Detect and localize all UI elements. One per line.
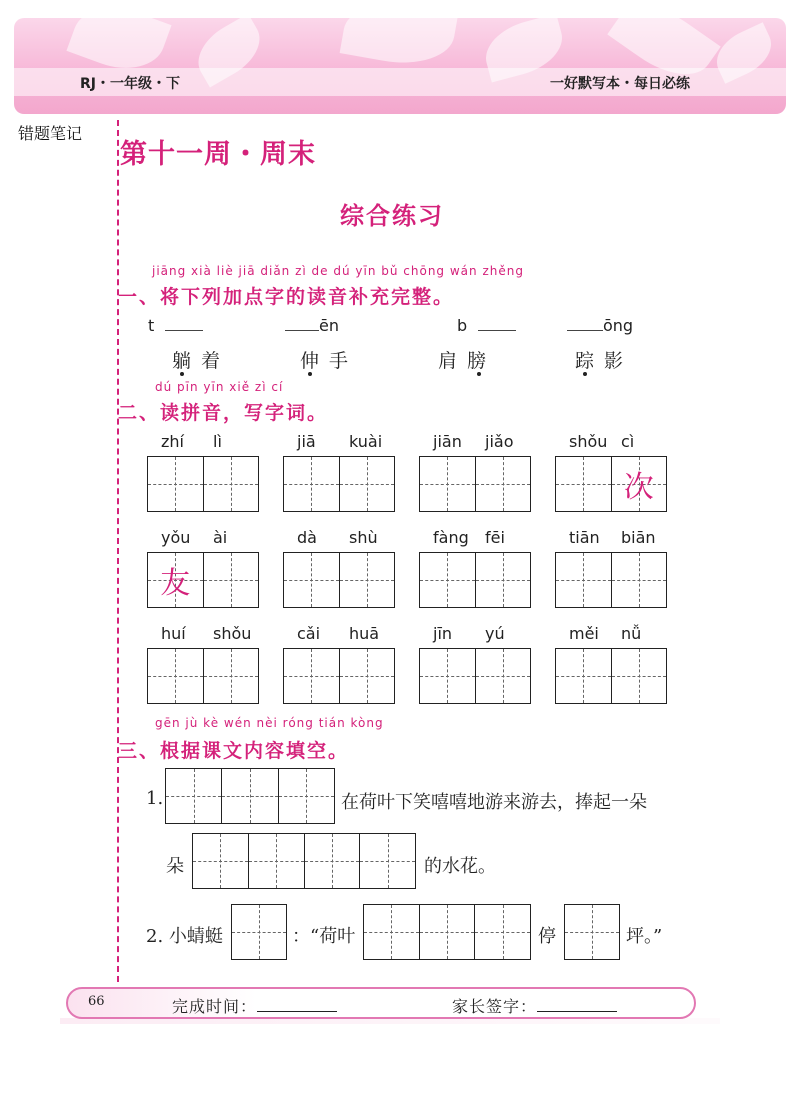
q3-s2-text-pre: 2. 小蜻蜓 [146,926,223,947]
writing-cell[interactable] [556,649,611,703]
q2-pinyin-1: měi [569,624,599,643]
writing-cell[interactable] [148,553,203,607]
q2-pinyin-1: jiā [297,432,316,451]
answer-line[interactable] [567,316,603,331]
handwritten-answer [612,649,667,703]
writing-cell[interactable] [203,649,259,703]
q2-answer-grid[interactable] [283,648,395,704]
q3-s2-answer-box-1[interactable] [231,904,287,960]
writing-cell[interactable] [475,649,531,703]
completion-time-label: 完成时间： [172,997,258,1016]
writing-cell[interactable] [203,553,259,607]
handwritten-answer [148,457,203,511]
handwritten-answer [476,649,531,703]
handwritten-answer [284,649,339,703]
handwritten-answer [204,553,259,607]
handwritten-answer [284,553,339,607]
writing-cell[interactable] [475,553,531,607]
q2-answer-grid[interactable] [419,552,531,608]
writing-cell[interactable] [284,457,339,511]
writing-cell[interactable] [611,553,667,607]
q3-s2-answer-box-2[interactable] [363,904,531,960]
writing-cell[interactable] [339,649,395,703]
writing-cell[interactable] [284,649,339,703]
header-banner [14,18,786,114]
week-title: 第十一周・周末 [120,139,316,170]
grade-label: RJ・一年级・下 [80,76,180,92]
q1-blank-2[interactable] [285,316,339,335]
handwritten-answer [612,553,667,607]
q2-pinyin-1: zhí [161,432,184,451]
q3-s1-answer-box-1[interactable] [165,768,335,824]
answer-line[interactable] [165,316,203,331]
blank-prefix: b [457,316,468,335]
answer-line[interactable] [285,316,319,331]
q2-pinyin-2: kuài [349,432,383,451]
q2-pinyin-2: nǚ [621,624,642,643]
q2-pinyin-2: biān [621,528,656,547]
q2-pinyin-2: fēi [485,528,505,547]
q2-answer-grid[interactable] [283,456,395,512]
q2-pinyin-2: shǒu [213,624,252,643]
q3-s1-text-a: 在荷叶下笑嘻嘻地游来游去，捧起一朵 [341,792,647,813]
writing-cell[interactable] [556,457,611,511]
q3-s1-text-b-post: 的水花。 [424,856,496,877]
q1-blank-1[interactable] [148,316,203,335]
handwritten-answer [420,553,475,607]
q2-pinyin-1: jīn [433,624,453,643]
q2-pinyin-2: yú [485,624,505,643]
writing-cell[interactable] [420,649,475,703]
q2-pinyin-1: yǒu [161,528,191,547]
q2-answer-grid[interactable] [147,456,259,512]
book-label: 一好默写本・每日必练 [550,76,690,92]
q2-pinyin-2: cì [621,432,635,451]
handwritten-answer [476,553,531,607]
parent-signature-label: 家长签字： [452,997,538,1016]
margin-dashed-line [117,120,119,982]
q2-pinyin-1: cǎi [297,624,321,643]
q2-answer-grid[interactable] [419,456,531,512]
handwritten-answer [204,457,259,511]
handwritten-answer [556,553,611,607]
parent-signature-field[interactable] [452,994,617,1017]
q2-pinyin-1: jiān [433,432,462,451]
handwritten-answer [148,649,203,703]
q2-pinyin-1: huí [161,624,186,643]
handwritten-answer [340,457,395,511]
q3-s2-text-post: 坪。” [626,926,663,947]
writing-cell[interactable] [284,553,339,607]
q3-s1-answer-box-2[interactable] [192,833,416,889]
emphasis-dot [583,372,587,376]
emphasis-dot [477,372,481,376]
q3-s2-text-mid1: ：“荷叶 [292,926,356,947]
q2-pinyin-1: tiān [569,528,600,547]
handwritten-answer [476,457,531,511]
q2-answer-grid[interactable] [147,648,259,704]
page-number: 66 [88,994,105,1009]
blank-suffix: ēn [319,316,339,335]
writing-cell[interactable] [339,457,395,511]
petal-decoration [340,18,459,72]
emphasis-dot [180,372,184,376]
q2-pinyin-2: ài [213,528,228,547]
parent-signature-line[interactable] [537,997,617,1012]
q2-pinyin-2: lì [213,432,222,451]
q2-pinyin-1: dà [297,528,317,547]
completion-time-line[interactable] [257,997,337,1012]
q3-s2-text-mid2: 停 [538,926,556,947]
q2-pinyin-2: jiǎo [485,432,514,451]
writing-cell[interactable] [611,457,667,511]
emphasis-dot [308,372,312,376]
handwritten-answer [556,649,611,703]
handwritten-answer: 友 [160,566,191,601]
q2-answer-grid[interactable] [555,552,667,608]
q1-word-3: 肩膀 [438,350,497,372]
writing-cell[interactable] [339,553,395,607]
q2-answer-grid[interactable] [555,648,667,704]
q3-s1-number: 1. [146,788,164,809]
handwritten-answer [556,457,611,511]
blank-prefix: t [148,316,155,335]
writing-cell[interactable] [148,649,203,703]
writing-cell[interactable] [611,649,667,703]
q2-title: 二、读拼音，写字词。 [118,402,329,424]
q3-s1-text-b-pre: 朵 [166,856,184,877]
handwritten-answer [420,649,475,703]
writing-cell[interactable] [203,457,259,511]
q3-title: 三、根据课文内容填空。 [118,740,350,762]
q3-pinyin: gēn jù kè wén nèi róng tián kòng [155,716,384,730]
q2-pinyin: dú pīn yīn xiě zì cí [155,380,284,394]
q1-word-4: 踪影 [575,350,634,372]
q1-blank-4[interactable] [567,316,633,335]
q1-pinyin: jiāng xià liè jiā diǎn zì de dú yīn bǔ chōng wán zhěng [152,264,524,278]
writing-cell[interactable] [420,553,475,607]
handwritten-answer [340,553,395,607]
handwritten-answer [420,457,475,511]
q2-pinyin-1: shǒu [569,432,608,451]
handwritten-answer [284,457,339,511]
q3-s2-answer-box-3[interactable] [564,904,620,960]
q2-pinyin-2: huā [349,624,380,643]
q1-title: 一、将下列加点字的读音补充完整。 [118,286,455,308]
q1-blank-3[interactable] [457,316,516,335]
section-title: 综合练习 [340,202,444,230]
mistake-notes-label: 错题笔记 [18,124,83,143]
writing-cell[interactable] [148,457,203,511]
completion-time-field[interactable] [172,994,337,1017]
q2-answer-grid[interactable] [147,552,259,608]
q2-answer-grid[interactable] [283,552,395,608]
answer-line[interactable] [478,316,516,331]
writing-cell[interactable] [556,553,611,607]
blank-suffix: ōng [603,316,634,335]
writing-cell[interactable] [475,457,531,511]
handwritten-answer [340,649,395,703]
q2-answer-grid[interactable] [419,648,531,704]
handwritten-answer [204,649,259,703]
handwritten-answer: 次 [623,470,654,505]
q1-word-1: 躺着 [172,350,231,372]
q1-word-2: 伸手 [300,350,359,372]
writing-cell[interactable] [420,457,475,511]
q2-pinyin-2: shù [349,528,378,547]
q2-answer-grid[interactable] [555,456,667,512]
q2-pinyin-1: fàng [433,528,469,547]
